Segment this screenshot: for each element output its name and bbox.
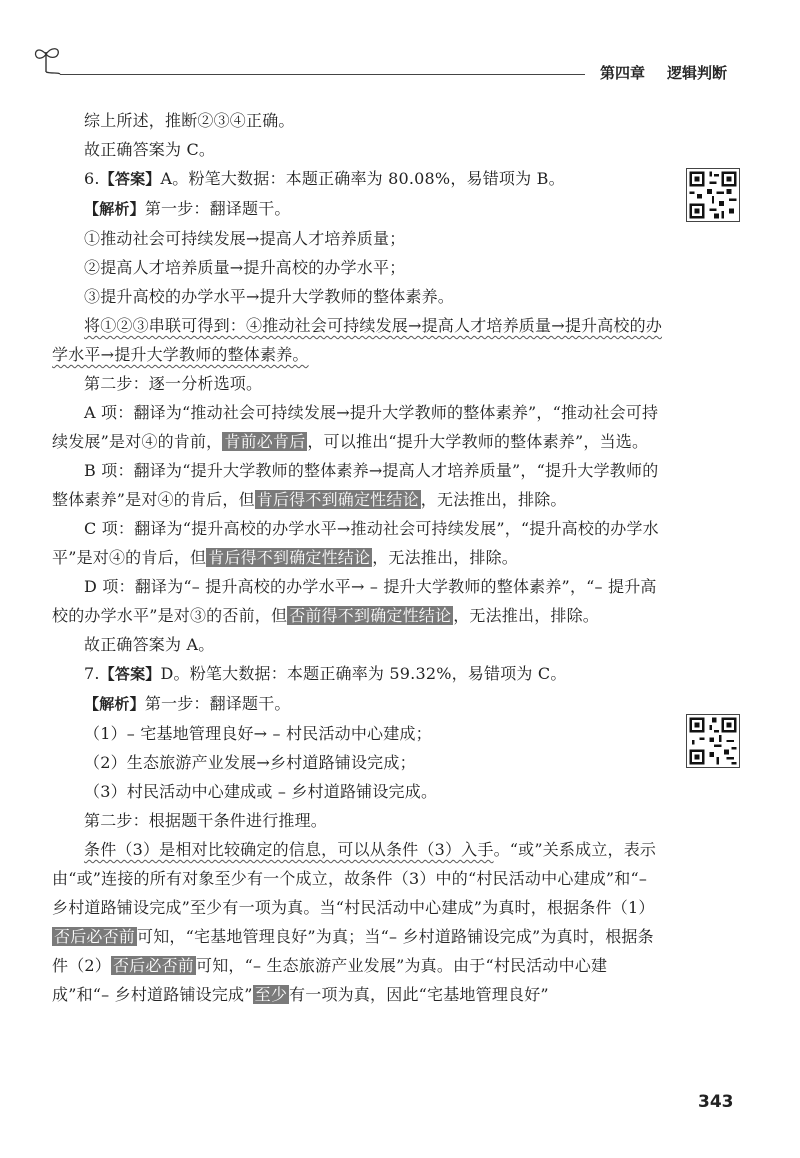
q7-analysis-line [52,689,662,719]
q7-text-3: 可知，“– 生态旅游产业发展”为真。由于“村民活动中心建成”和“– 乡村道路铺设完成” [52,956,608,1004]
q7-step2: 第二步：根据题干条件进行推理。 [84,811,328,830]
highlight-term: 否后必否前 [54,927,136,946]
q6-option-d [52,572,662,630]
q7-key-sentence: 条件（3）是相对比较确定的信息，可以从条件（3）入手 [84,840,494,859]
chapter-header [600,62,727,83]
q7-answer-text: D。粉笔大数据：本题正确率为 59.32%，易错项为 C。 [160,664,567,683]
highlight-term: 肯后得不到确定性结论 [256,490,419,509]
q6-analysis-line [52,194,662,224]
q6-number: 6. [84,169,100,188]
answer-label: 【答案】 [99,170,161,188]
chapter-title: 逻辑判断 [667,64,728,82]
q7-text-2: 可知，“宅基地管理良好”为真；当“– 乡村道路铺设完成”为真时，根据条件（2） [52,927,654,975]
answer-label: 【答案】 [99,665,161,683]
highlight-term: 至少 [254,985,288,1004]
option-b-text: B 项：翻译为“提升大学教师的整体素养→提高人才培养质量”，“提升大学教师的整体素养”是对④的肯后，但 [52,461,659,509]
summary-line: 综上所述，推断②③④正确。 [84,111,295,130]
option-d-text: D 项：翻译为“– 提升高校的办学水平→ – 提升大学教师的整体素养”，“– 提升高校的办学水平”是对③的否前，但 [52,577,657,625]
q6-answer-text: A。粉笔大数据：本题正确率为 80.08%，易错项为 B。 [160,169,565,188]
q6-answer-line [52,164,662,194]
option-b-text-2: ，无法推出，排除。 [420,490,567,509]
option-a-text-2: ，可以推出“提升大学教师的整体素养”，当选。 [307,432,649,451]
q6-option-a [52,398,662,456]
page-number: 343 [698,1092,734,1112]
q7-step1: 第一步：翻译题干。 [144,694,291,713]
q7-number: 7. [84,664,100,683]
q6-chain-text: 将①②③串联可得到：④推动社会可持续发展→提高人才培养质量→提升高校的办学水平→提升大学教师的整体素养。 [52,316,663,364]
highlight-term: 肯后得不到确定性结论 [208,548,371,567]
option-c-text-2: ，无法推出，排除。 [372,548,519,567]
q7-reasoning [52,835,662,1009]
q7-condition-2: （2）生态旅游产业发展→乡村道路铺设完成； [84,753,416,772]
q7-text-1: 。“或”关系成立，表示由“或”连接的所有对象至少有一个成立，故条件（3）中的“村民活动中心建成”和“– 乡村道路铺设完成”至少有一项为真。当“村民活动中心建成”为真时，根据条件（1） [52,840,657,917]
q7-answer-line [52,659,662,689]
q6-option-b [52,456,662,514]
q6-option-c [52,514,662,572]
highlight-term: 否后必否前 [112,956,194,975]
analysis-label: 【解析】 [84,200,145,218]
q6-chain [52,311,662,369]
answer-line: 故正确答案为 C。 [84,140,216,159]
q7-condition-1: （1）– 宅基地管理良好→ – 村民活动中心建成； [84,724,432,743]
q7-condition-3: （3）村民活动中心建成或 – 乡村道路铺设完成。 [84,782,438,801]
q6-step2: 第二步：逐一分析选项。 [84,374,263,393]
q6-step1: 第一步：翻译题干。 [144,199,291,218]
q6-condition-1: ①推动社会可持续发展→提高人才培养质量； [84,229,406,248]
q7-text-4: 有一项为真，因此“宅基地管理良好” [289,985,549,1004]
analysis-label: 【解析】 [84,695,145,713]
qr-code-icon[interactable] [686,168,740,222]
answer-explanation-body [52,106,662,1009]
header-rule [60,74,585,75]
highlight-term: 肯前必肯后 [224,432,306,451]
q6-condition-3: ③提升高校的办学水平→提升大学教师的整体素养。 [84,287,455,306]
option-c-text: C 项：翻译为“提升高校的办学水平→推动社会可持续发展”，“提升高校的办学水平”是对④的肯后，但 [52,519,659,567]
highlight-term: 否前得不到确定性结论 [289,606,452,625]
q6-condition-2: ②提高人才培养质量→提升高校的办学水平； [84,258,406,277]
chapter-number: 第四章 [600,64,646,82]
option-a-text: A 项：翻译为“推动社会可持续发展→提升大学教师的整体素养”，“推动社会可持续发展”是对④的肯前， [52,403,659,451]
q6-final-answer: 故正确答案为 A。 [84,635,215,654]
option-d-text-2: ，无法推出，排除。 [453,606,600,625]
leaf-ornament-icon [32,42,62,76]
qr-code-icon[interactable] [686,714,740,768]
